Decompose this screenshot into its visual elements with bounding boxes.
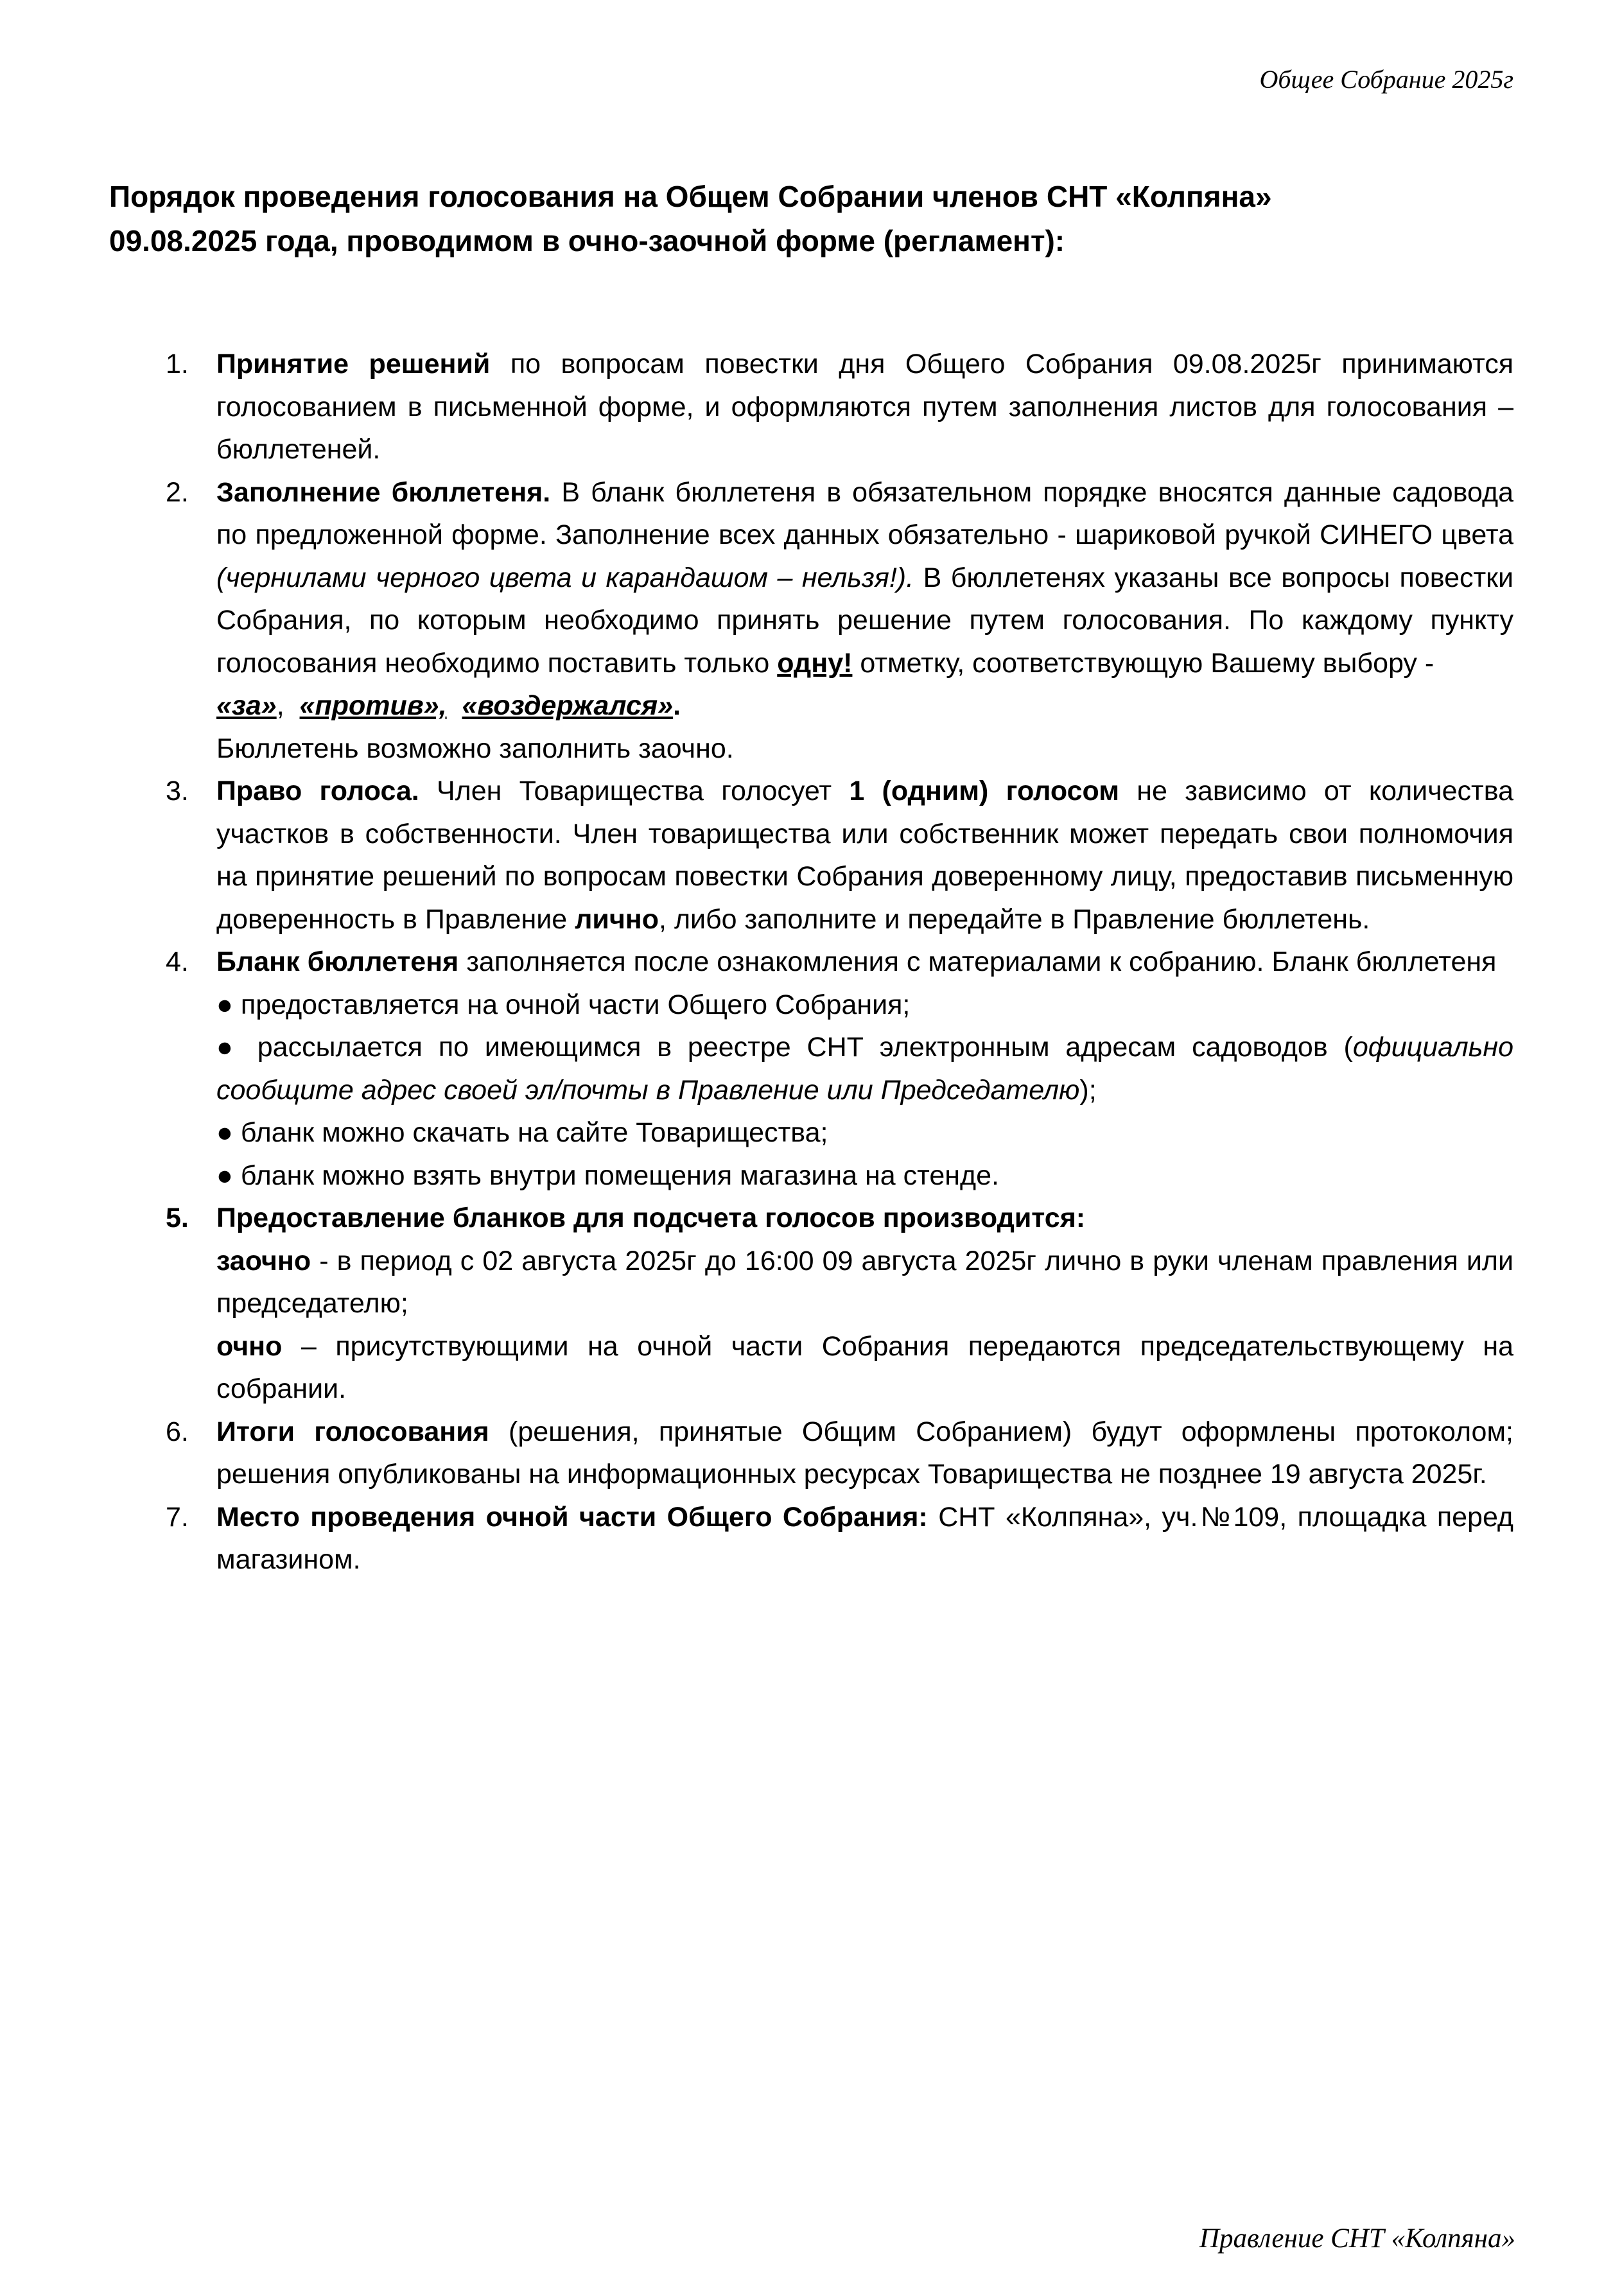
list-item-7	[154, 1496, 1513, 1581]
page-title	[109, 175, 1509, 263]
list-item-1	[154, 343, 1513, 471]
options-period: .	[673, 690, 681, 721]
title-line-2: 09.08.2025 года, проводимом в очно-заочной форме (регламент):	[109, 224, 1065, 257]
item-text: (решения, принятые Общим Собранием) будут оформлены протоколом; решения опубликованы на информационных ресурсах Товарищества не позднее 19 августа 2025г.	[216, 1416, 1513, 1490]
item-text-3: отметку, соответствующую Вашему выбору -	[860, 647, 1434, 679]
item-heading: Заполнение бюллетеня.	[216, 476, 551, 508]
header-note: Общее Собрание 2025г	[1259, 65, 1513, 94]
item-number: 4.	[166, 946, 189, 977]
item-number: 3.	[166, 776, 189, 806]
item-heading: Место проведения очной части Общего Собрания:	[216, 1501, 928, 1533]
vote-count: 1 (одним) голосом	[849, 776, 1120, 806]
item-number: 7.	[166, 1501, 189, 1533]
italic-note: (чернилами черного цвета и карандашом – нельзя!).	[216, 562, 914, 593]
option-against: «против»,	[299, 690, 447, 721]
item-heading: Итоги голосования	[216, 1416, 489, 1447]
absent-voting	[216, 1240, 1513, 1325]
option-abstain: «воздержался»	[462, 690, 674, 721]
item-heading: Предоставление бланков для подсчета голосов производится:	[216, 1203, 1086, 1233]
rules-list	[154, 343, 1513, 1581]
item-text-2: В бюллетенях указаны все вопросы повестки Собрания, по которым необходимо принять решение путем голосования. По каждому пункту голосования необходимо поставить только	[216, 562, 1514, 679]
list-item-4	[154, 941, 1513, 1197]
bullet-3: ● бланк можно скачать на сайте Товарищества;	[216, 1117, 828, 1148]
bullet-2-italic: официально сообщите адрес своей эл/почты в Правление или Председателю	[216, 1032, 1513, 1106]
personally-emphasis: лично	[575, 903, 659, 935]
item-text: Член Товарищества голосует	[437, 776, 832, 806]
item-text: по вопросам повестки дня Общего Собрания 09.08.2025г принимаются голосованием в письменной форме, и оформляются путем заполнения листов для голосования – бюллетеней.	[216, 349, 1513, 465]
bullet-1: ● предоставляется на очной части Общего Собрания;	[216, 989, 911, 1020]
present-text: – присутствующими на очной части Собрания передаются председательствующему на собрании.	[216, 1330, 1513, 1404]
item-number: 6.	[166, 1416, 189, 1447]
emphasis-one: одну!	[777, 647, 853, 679]
footer-signature: Правление СНТ «Колпяна»	[1199, 2223, 1515, 2254]
list-item-6	[154, 1411, 1513, 1496]
title-line-1: Порядок проведения голосования на Общем Собрании членов СНТ «Колпяна»	[109, 180, 1272, 213]
option-for: «за»	[216, 690, 277, 721]
item-note: Бюллетень возможно заполнить заочно.	[216, 733, 734, 764]
present-label: очно	[216, 1330, 283, 1362]
absent-text: - в период с 02 августа 2025г до 16:00 09 августа 2025г лично в руки членам правления или председателю;	[216, 1245, 1513, 1319]
bullet-2: ● рассылается по имеющимся в реестре СНТ электронным адресам садоводов (официально сообщите адрес своей эл/почты в Правление или Председателю);	[216, 1032, 1513, 1106]
bullet-4: ● бланк можно взять внутри помещения магазина на стенде.	[216, 1160, 999, 1191]
item-text: заполняется после ознакомления с материалами к собранию. Бланк бюллетеня	[466, 946, 1497, 977]
absent-label: заочно	[216, 1245, 311, 1276]
item-text: СНТ «Колпяна», уч.№109, площадка перед магазином.	[216, 1501, 1514, 1575]
item-text-3: , либо заполните и передайте в Правление бюллетень.	[659, 903, 1370, 935]
list-item-2	[154, 471, 1513, 770]
item-number: 1.	[166, 349, 189, 379]
item-number: 2.	[166, 476, 189, 508]
present-voting	[216, 1325, 1513, 1411]
item-text: В бланк бюллетеня в обязательном порядке вносятся данные садовода по предложенной форме. Заполнение всех данных обязательно - шариковой ручкой СИНЕГО цвета	[216, 476, 1513, 550]
option-separator: ,	[276, 690, 284, 721]
list-item-5	[154, 1197, 1513, 1411]
item-text-2: не зависимо от количества участков в собственности. Член товарищества или собственник может передать свои полномочия на принятие решений по вопросам повестки Собрания доверенному лицу, предоставив письменную доверенность в Правление	[216, 776, 1513, 935]
item-heading: Принятие решений	[216, 349, 491, 379]
item-number: 5.	[166, 1203, 189, 1233]
list-item-3	[154, 770, 1513, 941]
item-heading: Право голоса.	[216, 776, 419, 806]
item-heading: Бланк бюллетеня	[216, 946, 459, 977]
